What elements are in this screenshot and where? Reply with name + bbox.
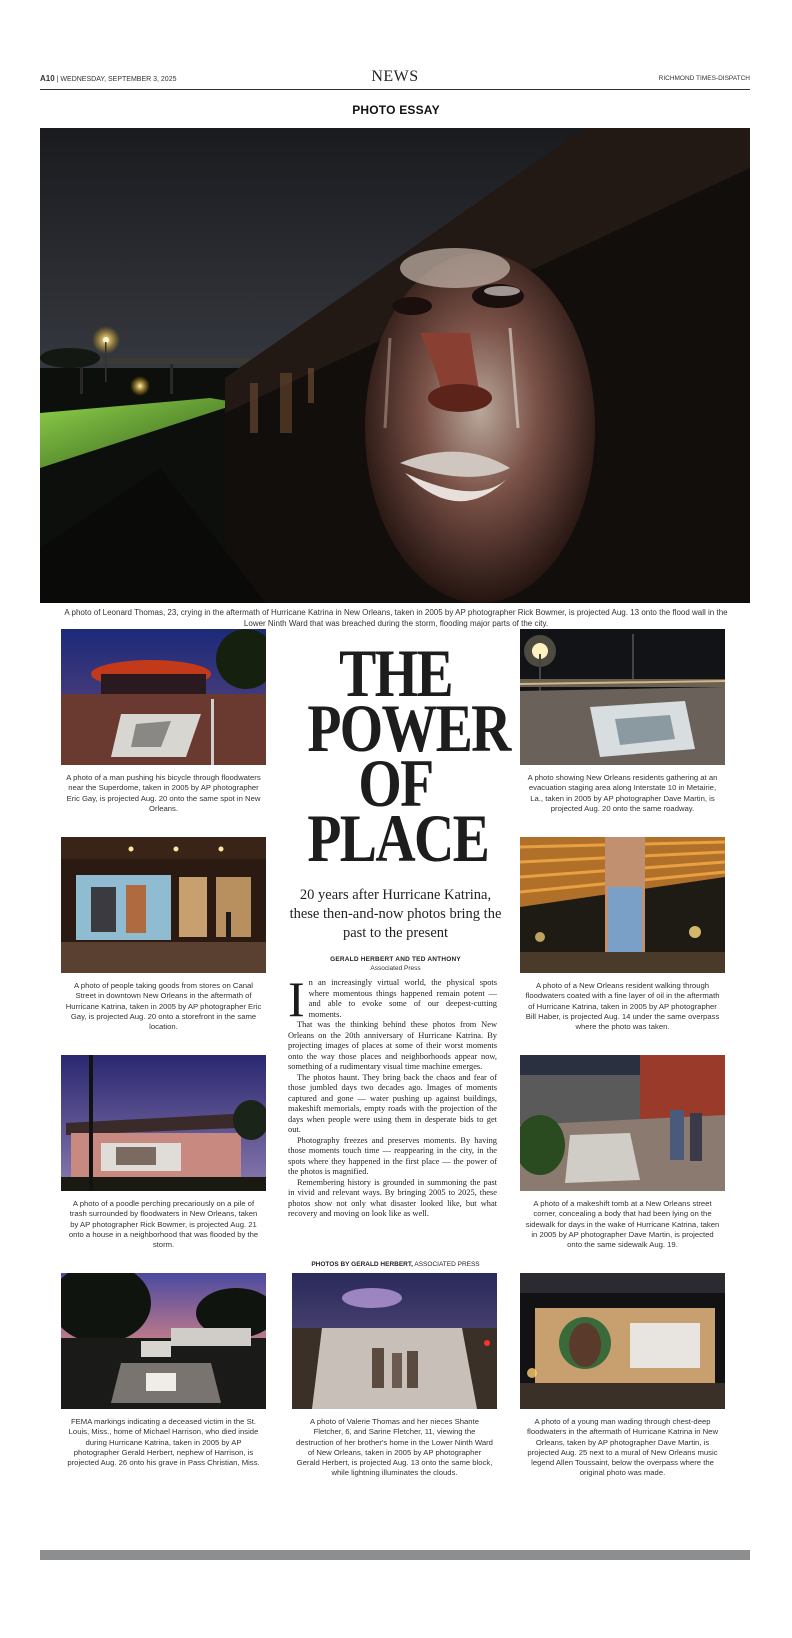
section-label: PHOTO ESSAY (352, 103, 440, 117)
photo-credit: PHOTOS BY GERALD HERBERT, ASSOCIATED PRESS (311, 1261, 480, 1268)
photo-caption: A photo of a man pushing his bicycle through floodwaters near the Superdome, taken in 2005 by AP photographer Eric Gay, is projected Aug. 20 onto the same spot in New Orleans. (66, 773, 261, 813)
article-body (288, 971, 497, 1220)
article-paragraph: In an increasingly virtual world, the physical spots where momentous things happened remain potent — and able to evoke some of our deepest-cutting moments. (288, 971, 497, 1027)
photo-caption: A photo of a poodle perching precariously on a pile of trash surrounded by floodwaters in New Orleans, taken by AP photographer Rick Bowmer, is projected Aug. 21 onto a house in a neighborhood that was flooded by the storm. (68, 1199, 259, 1250)
photo-tile-sidewalk-tomb (520, 1055, 725, 1250)
header-date: WEDNESDAY, SEPTEMBER 3, 2025 (60, 76, 177, 83)
photo-caption: A photo of people taking goods from stores on Canal Street in downtown New Orleans in the aftermath of Hurricane Katrina, taken in 2005 by AP photographer Eric Gay, is projected Aug. 20 onto a storefront in the same location. (65, 981, 262, 1032)
article-paragraph: Remembering history is grounded in summoning the past in vivid and relevant ways. By bringing 2005 to 2025, these photos show not only what disaster looked like, but what recovery and moving on look like as well. (288, 1177, 497, 1218)
article-paragraph: The photos haunt. They bring back the chaos and fear of those jumbled days two decades ago. Images of moments captured and gone — water pushing up against buildings, makeshift memorials, empty roads with the projection of the days when people were using them in desperate bids to get out. (288, 1072, 497, 1134)
header-separator: | (56, 76, 59, 83)
drop-cap: I (288, 971, 305, 1027)
photo-caption: A photo of a young man wading through chest-deep floodwaters in the aftermath of Hurricane Katrina in New Orleans, taken by AP photographer Dave Martin, is projected Aug. 25 next to a mural of New Orleans music legend Allen Toussaint, below the overpass where the original photo was made. (527, 1417, 718, 1478)
publication-name: RICHMOND TIMES-DISPATCH (658, 75, 750, 82)
photo-sidewalk-tomb (520, 1055, 725, 1191)
byline-agency: Associated Press (370, 965, 421, 972)
photo-tile-toussaint-mural (520, 1273, 725, 1479)
photo-grave (61, 1273, 266, 1409)
photo-lower-ninth-ward (292, 1273, 497, 1409)
photo-overpass (520, 837, 725, 973)
hero-photo-graphic (40, 128, 750, 603)
photo-canal-street (61, 837, 266, 973)
headline-line: THE (339, 635, 452, 711)
footer-bar (40, 1550, 750, 1560)
photo-tile-overpass (520, 837, 725, 1032)
byline: GERALD HERBERT AND TED ANTHONY (330, 956, 461, 963)
subheadline: 20 years after Hurricane Katrina, these then-and-now photos bring the past to the present (289, 887, 502, 941)
photo-tile-grave (61, 1273, 266, 1468)
headline-line: PLACE (307, 800, 489, 876)
photo-interstate (520, 629, 725, 765)
hero-photo (40, 128, 750, 603)
section-name: NEWS (371, 68, 419, 85)
article-paragraph: That was the thinking behind these photos from New Orleans on the 20th anniversary of Hurricane Katrina. By projecting images of places at some of their worst moments onto the way those places and neighborhoods appear now, something of a rudimentary visual time machine emerges. (288, 1020, 497, 1071)
photo-caption: A photo of Valerie Thomas and her nieces Shante Fletcher, 6, and Sarine Fletcher, 11, viewing the destruction of her brother's home in the Lower Ninth Ward of New Orleans, taken in 2005 by AP photographer Gerald Herbert, is projected Aug. 13 onto the same block, while lightning illuminates the clouds. (296, 1417, 493, 1478)
page-number: A10 (40, 74, 55, 83)
hero-caption: A photo of Leonard Thomas, 23, crying in the aftermath of Hurricane Katrina in New Orleans, taken in 2005 by AP photographer Rick Bowmer, is projected Aug. 13 onto the flood wall in the Lower Ninth Ward that was breached during the storm, flooding major parts of the city. (64, 608, 728, 628)
photo-tile-superdome (61, 629, 266, 814)
photo-caption: A photo of a makeshift tomb at a New Orleans street corner, concealing a body that had been lying on the sidewalk for days in the wake of Hurricane Katrina, taken in 2005 by AP photographer Dave Martin, is projected onto the same sidewalk Aug. 19. (525, 1199, 720, 1250)
page-header (40, 70, 750, 90)
photo-tile-lower-ninth-ward (292, 1273, 497, 1479)
photo-caption: A photo showing New Orleans residents gathering at an evacuation staging area along Interstate 10 in Metairie, La., taken in 2005 by AP photographer Dave Martin, is projected Aug. 20 onto the same roadway. (527, 773, 718, 813)
headline-line: OF (358, 745, 433, 821)
photo-toussaint-mural (520, 1273, 725, 1409)
article-paragraph: Photography freezes and preserves moments. By having those moments touch time — reappearing in the city, in the spots where they happened in the first place — the power of the photos is magnified. (288, 1135, 497, 1176)
photo-caption: FEMA markings indicating a deceased victim in the St. Louis, Miss., home of Michael Harrison, who died inside during Hurricane Katrina, taken in 2005 by AP photographer Gerald Herbert, nephew of Harrison, is projected Aug. 26 onto his grave in Pass Christian, Miss. (67, 1417, 260, 1468)
photo-poodle-house (61, 1055, 266, 1191)
photo-tile-canal-street (61, 837, 266, 1032)
photo-superdome (61, 629, 266, 765)
photo-tile-poodle-house (61, 1055, 266, 1250)
photo-tile-interstate (520, 629, 725, 814)
photo-caption: A photo of a New Orleans resident walking through floodwaters coated with a fine layer of oil in the aftermath of Hurricane Katrina, taken in 2005 by AP photographer Bill Haber, is projected Aug. 14 under the same overpass where the photo was taken. (525, 981, 720, 1032)
headline (288, 635, 510, 876)
headline-line: POWER (307, 690, 510, 766)
